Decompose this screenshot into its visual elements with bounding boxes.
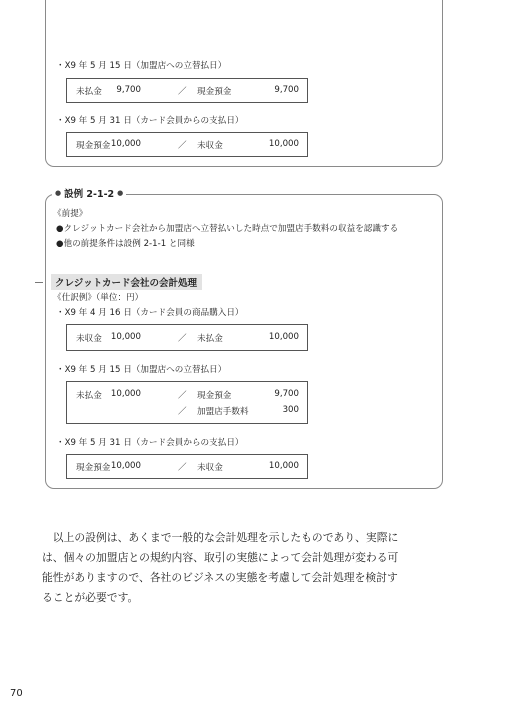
journal-entry-box [66,78,308,103]
entry-date: ・X9 年 5 月 31 日（カード会員からの支払日） [56,438,244,448]
credit-amount: 10,000 [268,332,299,342]
journal-row [67,461,307,474]
credit-amount: 300 [282,405,299,415]
debit-amount: 9,700 [116,85,141,95]
credit-account: 現金預金 [197,87,232,97]
journal-row [67,332,307,345]
section-marker [35,282,43,283]
paragraph-line: は、個々の加盟店との規約内容、取引の実態によって会計処理が変わる可 [42,551,399,564]
entry-date: ・X9 年 4 月 16 日（カード会員の商品購入日） [56,308,244,318]
journal-row [67,85,307,98]
journal-entry-box [66,132,308,157]
journal-label: 《仕訳例》（単位：円） [53,293,144,303]
credit-amount: 9,700 [274,389,299,399]
bullet-dot-icon: ● [117,189,124,197]
example-title-text: 設例 2-1-2 [64,189,115,200]
journal-row [67,405,307,418]
credit-account: 未収金 [197,463,223,473]
premise-item: ●クレジットカード会社から加盟店へ立替払いした時点で加盟店手数料の収益を認識する [56,224,399,234]
entry-separator: ／ [178,141,187,151]
journal-row [67,389,307,402]
debit-account: 現金預金 [76,463,111,473]
credit-amount: 10,000 [268,461,299,471]
debit-amount: 10,000 [110,461,141,471]
paragraph-line: 以上の設例は、あくまで一般的な会計処理を示したものであり、実際に [42,531,399,544]
entry-date: ・X9 年 5 月 15 日（加盟店への立替払日） [56,365,227,375]
example-title [52,186,126,200]
journal-row [67,139,307,152]
credit-amount: 10,000 [268,139,299,149]
premise-item: ●他の前提条件は設例 2-1-1 と同様 [56,239,195,249]
entry-date: ・X9 年 5 月 31 日（カード会員からの支払日） [56,116,244,126]
entry-separator: ／ [178,463,187,473]
paragraph-line: 能性がありますので、各社のビジネスの実態を考慮して会計処理を検討す [42,571,398,584]
premise-label: 《前提》 [53,209,88,219]
bullet-dot-icon: ● [55,189,62,197]
debit-amount: 10,000 [110,389,141,399]
credit-account: 現金預金 [197,391,232,401]
credit-account: 未収金 [197,141,223,151]
entry-separator: ／ [178,334,187,344]
debit-account: 未払金 [76,391,102,401]
credit-account: 加盟店手数料 [197,407,249,417]
entry-date: ・X9 年 5 月 15 日（加盟店への立替払日） [56,61,227,71]
journal-entry-box [66,324,308,351]
journal-entry-box [66,381,308,424]
debit-amount: 10,000 [110,332,141,342]
debit-account: 未払金 [76,87,102,97]
entry-separator: ／ [178,87,187,97]
journal-entry-box [66,454,308,479]
section-title: クレジットカード会社の会計処理 [51,274,202,290]
paragraph-line: ることが必要です。 [42,591,139,604]
debit-account: 現金預金 [76,141,111,151]
entry-separator: ／ [178,391,187,401]
credit-amount: 9,700 [274,85,299,95]
entry-separator: ／ [178,407,187,417]
debit-account: 未収金 [76,334,102,344]
debit-amount: 10,000 [110,139,141,149]
page-number: 70 [10,688,23,699]
credit-account: 未払金 [197,334,223,344]
body-paragraph [42,528,467,608]
section-heading [53,275,202,289]
